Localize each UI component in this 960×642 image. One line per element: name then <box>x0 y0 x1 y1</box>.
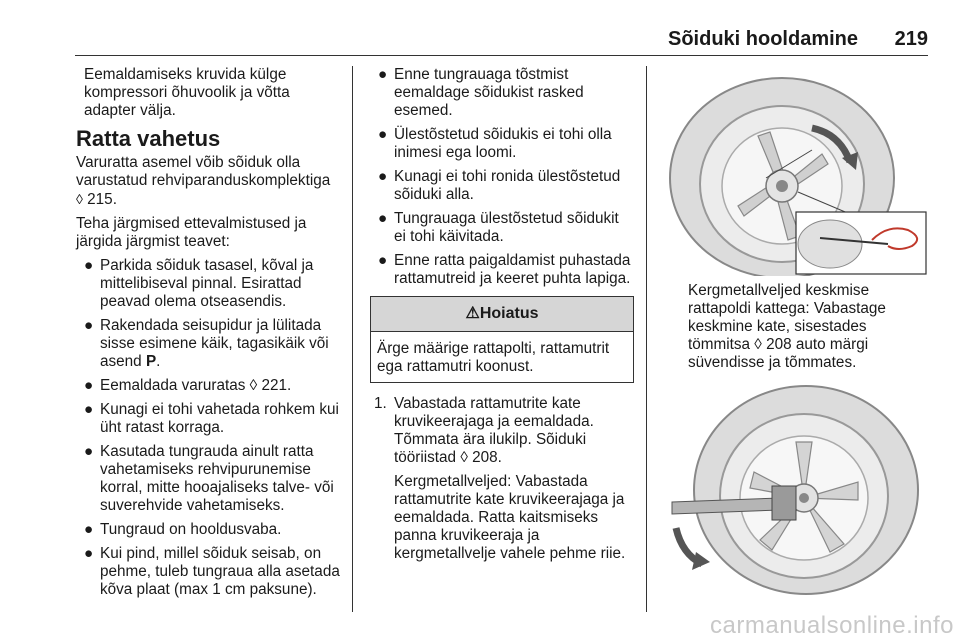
column-1 <box>76 66 340 605</box>
column-divider-1 <box>352 66 353 612</box>
bullet-icon: ● <box>84 377 94 394</box>
list-item: ● Kunagi ei tohi ronida ülestõstetud sõiduki alla. <box>370 168 634 204</box>
list-item: ● Kui pind, millel sõiduk seisab, on pehme, tuleb tungraua alla asetada kõva plaat (max 1 cm paksune). <box>76 545 340 599</box>
list-item: ● Eemaldada varuratas ◊ 221. <box>76 377 340 395</box>
list-item: ● Tungrauaga ülestõstetud sõidukit ei tohi käivitada. <box>370 210 634 246</box>
paragraph-repair-kit: Varuratta asemel võib sõiduk olla varustatud rehviparanduskomplektiga ◊ 215. <box>76 154 331 208</box>
bullet-icon: ● <box>84 521 94 538</box>
bullet-icon: ● <box>84 545 94 562</box>
list-item: ● Parkida sõiduk tasasel, kõval ja mittelibiseval pinnal. Esirattad peavad olema otseasendis. <box>76 257 340 311</box>
column-divider-2 <box>646 66 647 612</box>
bullet-icon: ● <box>378 252 388 269</box>
column-2 <box>370 66 634 569</box>
page-header <box>75 28 928 56</box>
warning-header <box>371 297 633 332</box>
step-text: Vabastada rattamutrite kate kruvikeerajaga ja eemaldada. Tõmmata ära ilukilp. Sõiduki tööriistad ◊ 208. <box>394 395 594 466</box>
bullet-icon: ● <box>84 401 94 418</box>
page-number: 219 <box>894 28 928 50</box>
bullet-icon: ● <box>378 66 388 83</box>
paragraph-preparations: Teha järgmised ettevalmistused ja järgida järgmist teavet: <box>76 215 307 250</box>
section-title: Sõiduki hooldamine <box>667 28 858 50</box>
warning-box <box>370 296 634 383</box>
watermark: carmanualsonline.info <box>710 612 954 639</box>
list-item: ● Enne tungrauaga tõstmist eemaldage sõidukist rasked esemed. <box>370 66 634 120</box>
step-1 <box>370 395 634 569</box>
bullet-icon: ● <box>378 210 388 227</box>
list-item: ● Tungraud on hooldusvaba. <box>76 521 340 539</box>
warning-icon: ⚠ <box>465 305 480 322</box>
section-heading: Ratta vahetus <box>76 126 221 151</box>
list-item: ● Kunagi ei tohi vahetada rohkem kui üht ratast korraga. <box>76 401 340 437</box>
list-item: ● Ülestõstetud sõidukis ei tohi olla inimesi ega loomi. <box>370 126 634 162</box>
list-item: ● Kasutada tungrauda ainult ratta vahetamiseks rehvipurunemise korral, mitte hooajaliseks talve- või suverehvide vahetamiseks. <box>76 443 340 515</box>
page-ref-icon: ◊ <box>76 191 83 207</box>
step-alloy-text: Kergmetallveljed: Vabastada rattamutrite kate kruvikeerajaga ja eemaldada. Ratta kaitsmiseks panna kruvikeeraja ja kergmetallvelje vahele pehme riie. <box>394 473 626 562</box>
list-item: ● Rakendada seisupidur ja lülitada sisse esimene käik, tagasikäik või asend P. <box>76 317 340 371</box>
step-number: 1. <box>374 395 387 412</box>
illustration-center-cap <box>662 66 928 276</box>
bullet-icon: ● <box>84 317 94 334</box>
warning-title: Hoiatus <box>479 305 539 322</box>
bullet-icon: ● <box>84 443 94 460</box>
figure-caption: Kergmetallveljed keskmise rattapoldi kattega: Vabastage keskmine kate, sisestades tömmitsa ◊ 208 auto märgi süvendisse ja tõmmates. <box>688 282 886 371</box>
illustration-wheel-bolt-cover <box>662 378 928 612</box>
bullet-icon: ● <box>378 126 388 143</box>
bullet-icon: ● <box>84 257 94 274</box>
bullet-icon: ● <box>378 168 388 185</box>
list-item: ● Enne ratta paigaldamist puhastada rattamutreid ja keeret puhta lapiga. <box>370 252 634 288</box>
intro-text: Eemaldamiseks kruvida külge kompressori õhuvoolik ja võtta adapter välja. <box>84 66 290 119</box>
warning-body: Ärge määrige rattapolti, rattamutrit ega rattamutri koonust. <box>377 340 610 375</box>
